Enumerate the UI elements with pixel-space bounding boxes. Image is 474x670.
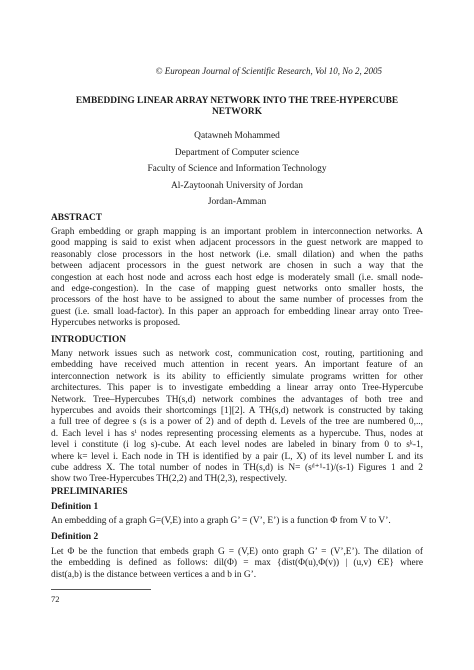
abstract-line: congestion at each host node and across each host edge is moderately small (i.e. small node- (51, 272, 423, 283)
abstract-line: Hypercubes networks is proposed. (51, 318, 181, 329)
abstract-heading: ABSTRACT (51, 213, 103, 223)
abstract-line: and edge-congestion). In the case of mapping guest networks onto smaller hosts, the (51, 283, 423, 294)
abstract-line: guest (i.e. small load-factor). In this paper an approach for embedding linear array onto Tree- (51, 306, 423, 317)
author-block (40, 128, 434, 211)
introduction-line: show two Tree-Hypercubes TH(2,2) and TH(2,3), respectively. (51, 474, 287, 485)
introduction-line: interconnection network is its ability to efficiently simulate programs written for other (51, 371, 423, 382)
introduction-line: where k= level i. Each node in TH is identified by a pair (L, X) of its level number L and its (51, 451, 423, 462)
footer-rule (51, 589, 151, 590)
introduction-body (51, 349, 423, 486)
preliminaries-heading: PRELIMINARIES (51, 487, 128, 497)
author-university: Al-Zaytoonah University of Jordan (170, 180, 303, 191)
abstract-line: good mapping is said to exist when adjacent processors in the guest network are mapped to (51, 238, 423, 249)
introduction-line: Network. Tree–Hypercubes TH(s,d) network combines the advantages of both tree and (51, 394, 423, 405)
abstract-line: Graph embedding or graph mapping is an important problem in interconnection networks. A (51, 227, 423, 237)
author-name: Qatawneh Mohammed (194, 131, 280, 141)
introduction-line: cube address X. The total number of nodes in TH(s,d) is N= (sᵈ⁺¹-1)/(s-1) Figures 1 and 2 (51, 462, 423, 473)
introduction-line: Many network issues such as network cost, communication cost, routing, partitioning and (51, 349, 423, 359)
abstract-body (51, 227, 423, 330)
paper-title (40, 96, 434, 118)
page-number: 72 (51, 594, 60, 604)
definition-2-line: Let Φ be the function that embeds graph G = (V,E) onto graph G’ = (V’,E’). The dilation of (51, 547, 423, 557)
introduction-heading: INTRODUCTION (51, 335, 127, 345)
introduction-line: level i constitute (i log s)-cube. At each level nodes are labeled in binary from 0 to sᵏ-1, (51, 440, 423, 451)
abstract-line: processors of the host have to be assigned to about the same number of processes from the (51, 295, 423, 306)
author-department: Department of Computer science (174, 147, 300, 158)
journal-citation: © European Journal of Scientific Research, Vol 10, No 2, 2005 (155, 66, 382, 76)
introduction-line: d. Each level i has sⁱ nodes representing processing elements as a hypercube. Thus, nodes at (51, 428, 423, 439)
definition-2-line: dist(a,b) is the distance between vertices a and b in G’. (51, 569, 257, 580)
introduction-line: a full tree of degree s (s is a power of 2) and of depth d. Levels of the tree are numbered 0,.., (51, 417, 423, 428)
author-location: Jordan-Amman (207, 197, 267, 207)
introduction-line: embedding have received much attention in recent years. An important feature of an (51, 360, 423, 371)
paper-title-line: NETWORK (211, 107, 262, 117)
definition-2-heading: Definition 2 (51, 532, 99, 542)
definition-2-body (51, 547, 423, 581)
definition-1-body (51, 516, 423, 527)
definition-1-line: An embedding of a graph G=(V,E) into a graph G’ = (V’, E’) is a function Φ from V to V’. (51, 516, 391, 526)
paper-title-line: EMBEDDING LINEAR ARRAY NETWORK INTO THE TREE-HYPERCUBE (75, 96, 399, 106)
abstract-line: reasonably close processors in the host network (i.e. small dilation) and when the paths (51, 249, 423, 260)
introduction-line: architectures. This paper is to investigate embedding a linear array onto Tree-Hypercube (51, 383, 423, 394)
introduction-line: hypercubes and avoids their shortcomings [1][2]. A TH(s,d) network is constructed by taking (51, 405, 423, 416)
definition-1-heading: Definition 1 (51, 502, 99, 512)
definition-2-line: the embedding is defined as follows: dil(Φ) = max {dist(Φ(u),Φ(v)) | (u,v) ЄE} where (51, 558, 423, 569)
abstract-line: between adjacent processors in the guest network are chosen in such a way that the (51, 261, 423, 272)
author-faculty: Faculty of Science and Information Technology (147, 164, 327, 174)
